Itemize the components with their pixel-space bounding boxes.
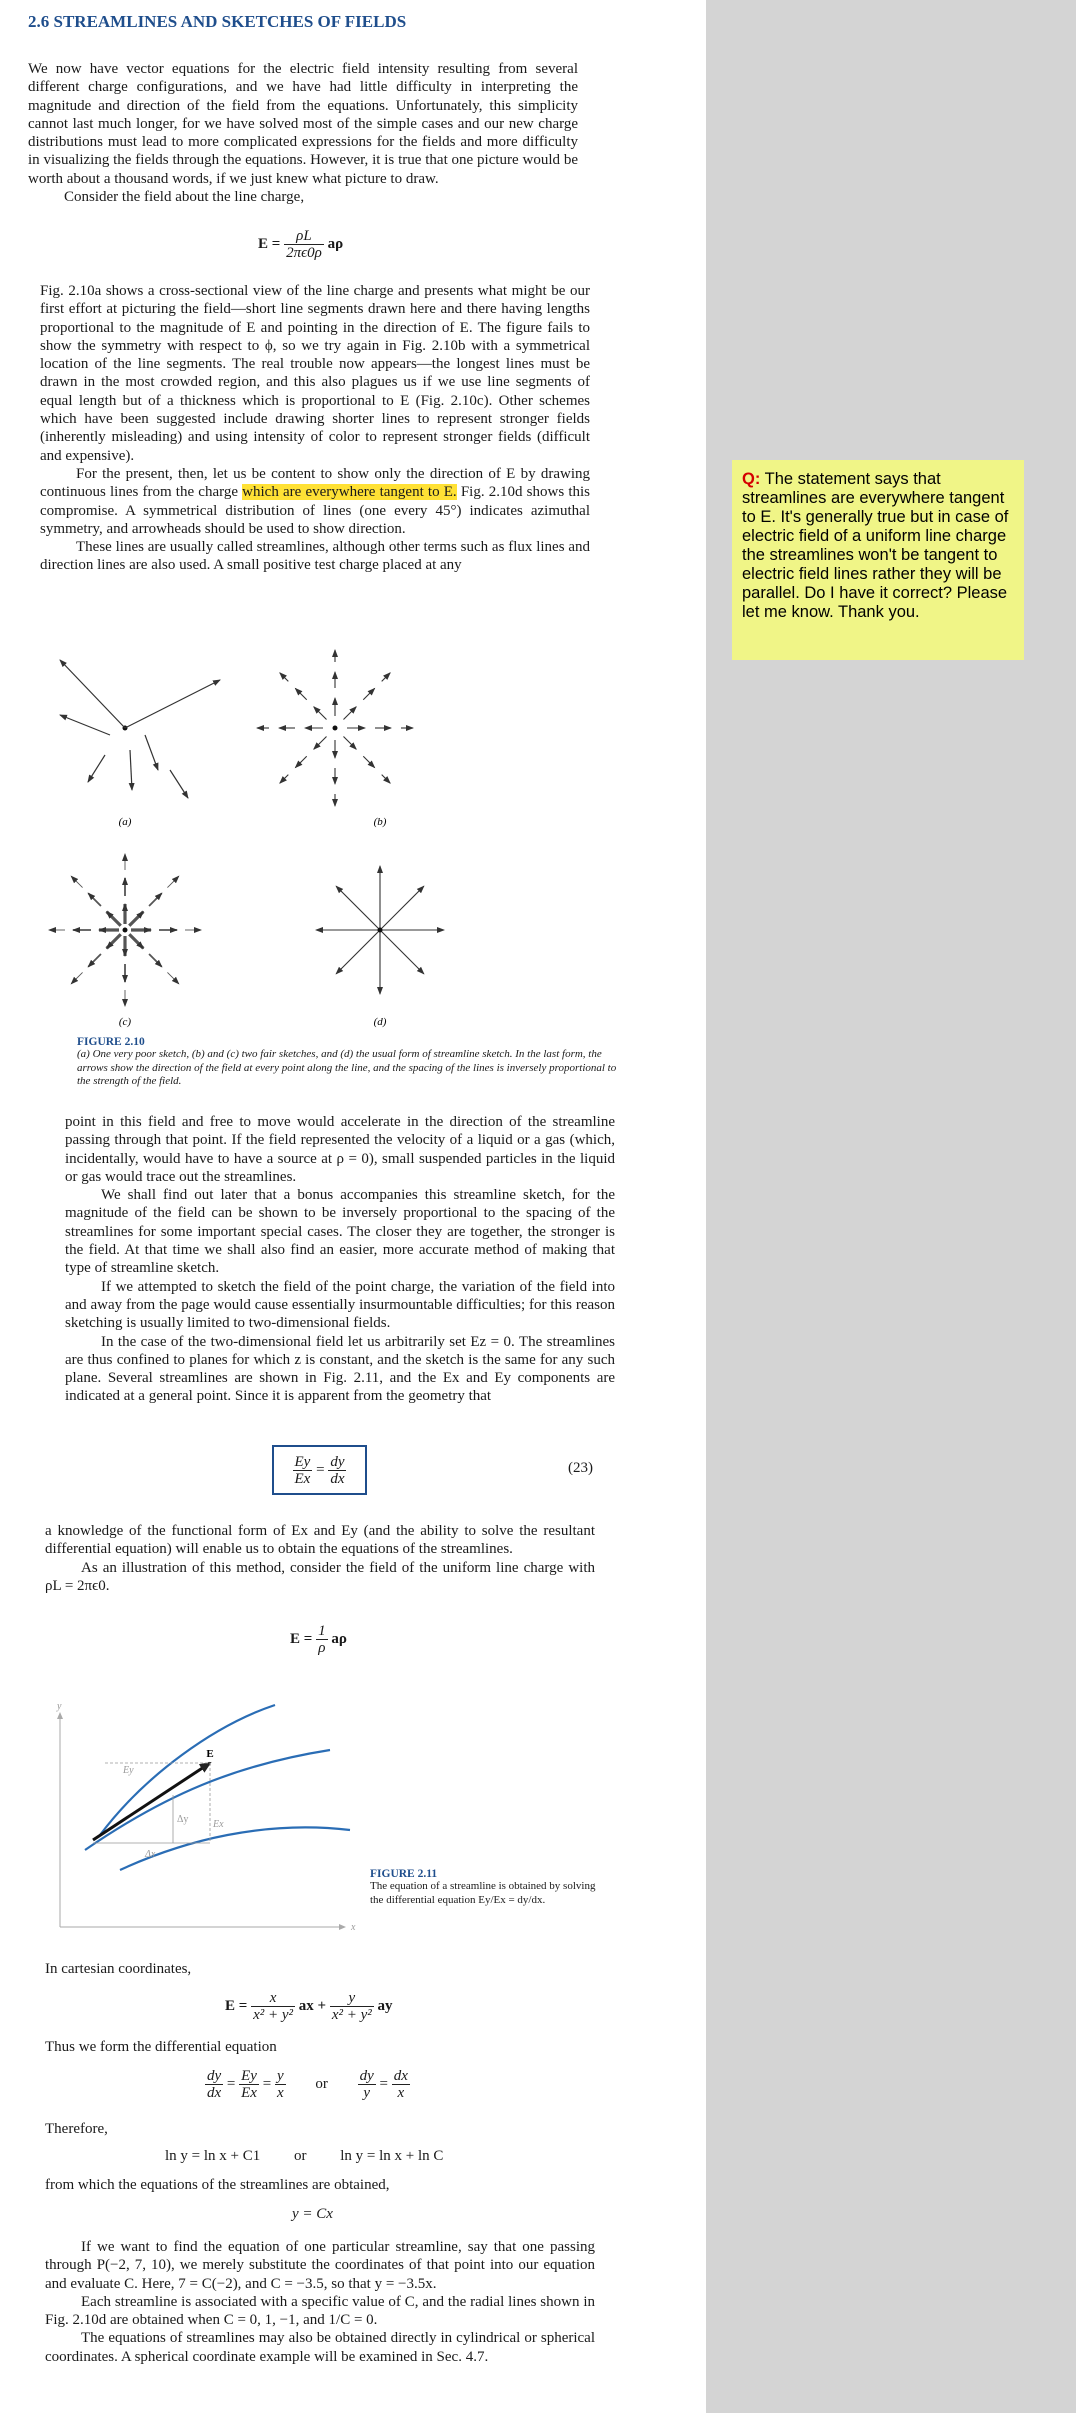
sketch-c <box>123 928 128 933</box>
equation-log <box>165 2148 443 2165</box>
sticky-note-comment[interactable] <box>732 460 1024 660</box>
eq3-d1: x² + y² <box>253 2007 293 2023</box>
paragraph-6: point in this field and free to move would accelerate in the direction of the streamline passing through that point. If the field represented the velocity of a liquid or a gas (which, incidentally, would have to have a source at ρ = 0), small suspended particles in the liquid or gas would trace out the streamlines. <box>65 1114 615 1185</box>
note-q-label: Q: <box>742 470 761 488</box>
label-e: E <box>206 1748 214 1760</box>
eq2-lhs: E = <box>290 1630 313 1647</box>
label-dx: Δx <box>145 1849 156 1860</box>
equation-23-box <box>272 1445 367 1495</box>
sketch-b-segment <box>382 775 390 783</box>
paragraph-4-part-b: Fig. 2.10d shows this compromise. A symmetrical distribution of lines (one every 45°) indicates azimuthal symmetry, and arrowheads should be used to show direction. <box>40 484 591 537</box>
sketch-c-segment <box>129 934 143 948</box>
equation-cartesian <box>225 1990 393 2023</box>
sketch-b-segment <box>280 775 288 783</box>
eq3-d2: x² + y² <box>331 2007 372 2023</box>
figure-2-11 <box>45 1695 375 1940</box>
paragraph-17: Each streamline is associated with a specific value of C, and the radial lines shown in Fig. 2.10d are obtained when C = 0, 1, −1, and 1/C = 0. <box>45 2293 595 2329</box>
eq2-num: 1 <box>318 1623 326 1639</box>
figure-2-10-caption-text: (a) One very poor sketch, (b) and (c) two fair sketches, and (d) the usual form of streamline sketch. In the last form, the arrows show the direction of the field at every point along the line, and the spacing of the lines is inversely proportional to the strength of the field. <box>77 1048 617 1087</box>
sketch-c-segment <box>88 954 101 967</box>
paragraph-10: a knowledge of the functional form of Ex and Ey (and the ability to solve the resultant differential equation) will enable us to obtain the equations of the streamlines. <box>45 1523 595 1558</box>
annotation-sidebar <box>706 0 1076 2413</box>
figure-2-10-title: FIGURE 2.10 <box>77 1036 145 1048</box>
eq4-n5: dx <box>393 2068 408 2084</box>
equation-streamline: y = Cx <box>292 2206 333 2222</box>
equation-number-23: (23) <box>568 1460 593 1476</box>
eq4-d4: y <box>363 2085 371 2101</box>
equation-differential: $\frac{dy}{dx}$ = $\frac{Ey}{Ex}$ = $\frac{y}{x}$ or $\frac{dy}{y}$ = $\frac{dx}{x}$ <box>207 2068 408 2101</box>
sketch-d-streamline <box>336 886 380 930</box>
sketch-b-segment <box>363 756 374 767</box>
eq3-lhs: E = <box>225 1997 248 2014</box>
sketch-b-segment <box>295 688 306 699</box>
label-c: (c) <box>118 1016 132 1028</box>
sketch-d-streamline <box>380 930 424 974</box>
label-a: (a) <box>118 816 132 828</box>
eq23-n1: Ey <box>294 1453 311 1470</box>
sketch-b-segment <box>382 673 390 681</box>
paragraph-1: We now have vector equations for the electric field intensity resulting from several different charge configurations, and we have had little difficulty in interpreting the magnitude and direction of the field from the equations. Unfortunately, this simplicity cannot last much longer, for we have solved most of the simple cases and our new charge distributions must lead to more complicated expressions for the fields and more difficulty in visualizing the fields through the equations. However, it is true that one picture would be worth about a thousand words, if we just knew what picture to draw. <box>28 61 578 187</box>
equation-uniform-line <box>290 1623 347 1656</box>
paragraph-12: In cartesian coordinates, <box>45 1961 192 1977</box>
paragraph-8: If we attempted to sketch the field of the point charge, the variation of the field into and away from the page would cause essentially insurmountable difficulties; for this reason sketching is usually limited to two-dimensional fields. <box>65 1278 615 1332</box>
figure-2-10 <box>30 640 610 1040</box>
paragraph-15: from which the equations of the streamlines are obtained, <box>45 2177 390 2193</box>
eq2-den: ρ <box>318 1640 326 1656</box>
paragraph-block-5 <box>45 2238 595 2366</box>
sketch-b-segment <box>343 736 356 749</box>
label-ey: Ey <box>123 1765 134 1776</box>
sketch-d-charge <box>378 928 383 933</box>
y-axis-label: y <box>57 1701 62 1712</box>
sketch-c-segment <box>149 893 162 906</box>
eq5-right: ln y = ln x + ln C <box>340 2148 444 2164</box>
paragraph-9: In the case of the two-dimensional field let us arbitrarily set Ez = 0. The streamlines are thus confined to planes for which z is constant, and the sketch is the same for any such plane. Several streamlines are shown in Fig. 2.11, and the Ex and Ey components are indicated at a general point. Since it is apparent from the geometry that <box>65 1333 615 1405</box>
eq1-lhs: E = <box>258 235 281 252</box>
equation-line-charge <box>258 228 343 261</box>
x-axis-label: x <box>351 1922 356 1933</box>
eq3-n1: x <box>251 1990 295 2007</box>
sketch-b-segment <box>314 736 327 749</box>
sketch-c-segment <box>167 972 178 983</box>
paragraph-11: As an illustration of this method, consider the field of the uniform line charge with ρL = 2πϵ0. <box>45 1559 595 1594</box>
sketch-b <box>333 726 338 731</box>
paragraph-intro <box>28 60 578 206</box>
paragraph-block-3 <box>65 1113 615 1406</box>
equation-23: $\frac{Ey}{Ex}$ = $\frac{dy}{dx}$ <box>294 1453 345 1487</box>
sketch-b-segment <box>343 707 356 720</box>
paragraph-14: Therefore, <box>45 2121 108 2137</box>
note-text: The statement says that streamlines are everywhere tangent to E. It's generally true but in case of electric field of a uniform line charge the streamlines won't be tangent to electric field lines rather they will be parallel. Do I have it correct? Please let me know. Thank you. <box>742 470 1009 621</box>
eq1-num: ρL <box>284 228 324 245</box>
sketch-c-segment <box>167 876 178 887</box>
paragraph-2: Consider the field about the line charge, <box>64 189 305 206</box>
figure-2-10-caption <box>77 1036 632 1089</box>
eq23-d2: dx <box>330 1470 345 1487</box>
eq5-or: or <box>294 2148 307 2164</box>
highlighted-text[interactable]: which are everywhere tangent to E. <box>242 484 457 501</box>
eq4-or: or <box>315 2075 328 2092</box>
sketch-a <box>60 660 220 798</box>
label-dy: Δy <box>177 1814 189 1825</box>
e-vector <box>93 1763 210 1840</box>
paragraph-16: If we want to find the equation of one particular streamline, say that one passing through P(−2, 7, 10), we merely substitute the coordinates of that point into our equation and evaluate C. Here, 7 = C(−2), and C = −3.5, so that y = −3.5x. <box>45 2239 595 2292</box>
eq3-u2: ay <box>377 1997 393 2014</box>
eq4-d3: x <box>276 2085 284 2101</box>
paragraph-13: Thus we form the differential equation <box>45 2039 277 2055</box>
sketch-c-segment <box>71 972 82 983</box>
eq3-n2: y <box>330 1990 374 2007</box>
eq4-n4: dy <box>359 2068 374 2084</box>
eq23-n2: dy <box>330 1453 345 1470</box>
label-ex: Ex <box>213 1819 224 1830</box>
figure-2-11-title: FIGURE 2.11 <box>370 1868 438 1880</box>
sketch-b-segment <box>295 756 306 767</box>
label-d: (d) <box>373 1016 387 1028</box>
eq1-rhs: aρ <box>327 235 344 252</box>
sketch-c-segment <box>149 954 162 967</box>
sketch-b-segment <box>363 688 374 699</box>
paragraph-5: These lines are usually called streamlines, although other terms such as flux lines and direction lines are also used. A small positive test charge placed at any <box>40 539 590 574</box>
sketch-c-segment <box>107 934 121 948</box>
eq4-d1: dx <box>207 2085 222 2101</box>
paragraph-block-4 <box>45 1522 595 1595</box>
eq3-u1: ax + <box>298 1997 327 2014</box>
sketch-c-segment <box>129 912 143 926</box>
eq4-d2: Ex <box>241 2085 257 2101</box>
eq23-d1: Ex <box>294 1470 311 1487</box>
sketch-d-streamline <box>336 930 380 974</box>
sketch-c-segment <box>88 893 101 906</box>
sketch-b-segment <box>280 673 288 681</box>
paragraph-4 <box>40 465 590 538</box>
paragraph-block-2 <box>40 282 590 575</box>
eq1-den: 2πϵ0ρ <box>286 245 322 261</box>
paragraph-18: The equations of streamlines may also be obtained directly in cylindrical or spherical coordinates. A spherical coordinate example will be examined in Sec. 4.7. <box>45 2330 595 2365</box>
sketch-d-streamline <box>380 886 424 930</box>
figure-2-11-caption-text: The equation of a streamline is obtained by solving the differential equation Ey/Ex = dy/dx. <box>370 1880 596 1906</box>
paragraph-4-part-a: For the present, then, let us be content to show only the direction of E by drawing continuous lines from the charge <box>40 465 590 501</box>
label-b: (b) <box>373 816 387 828</box>
paragraph-7: We shall find out later that a bonus accompanies this streamline sketch, for the magnitude of the field can be shown to be inversely proportional to the spacing of the streamlines for some important special cases. The closer they are together, the stronger is the field. At that time we shall also find an easier, more accurate method of making that type of streamline sketch. <box>65 1187 615 1277</box>
sketch-c-segment <box>107 912 121 926</box>
eq5-left: ln y = ln x + C1 <box>165 2148 261 2164</box>
sketch-d-lines <box>316 866 444 994</box>
eq4-n3: y <box>276 2068 284 2084</box>
eq2-rhs: aρ <box>331 1630 347 1647</box>
paragraph-3: Fig. 2.10a shows a cross-sectional view of the line charge and presents what might be our first effort at picturing the field—short line segments drawn here and there having lengths proportional to the magnitude of E and pointing in the direction of E. The figure fails to show the symmetry with respect to ϕ, so we try again in Fig. 2.10b with a symmetrical location of the line segments. The real trouble now appears—the longest lines must be drawn in the most crowded region, and this also plagues us if we use line segments of equal length but of a thickness which is proportional to E (Fig. 2.10c). Other schemes which have been suggested include drawing shorter lines to represent stronger fields (inherently misleading) and using intensity of color to represent stronger fields (difficult and expensive). <box>40 283 590 464</box>
eq4-n2: Ey <box>241 2068 257 2084</box>
sketch-c-segment <box>71 876 82 887</box>
section-heading: 2.6 STREAMLINES AND SKETCHES OF FIELDS <box>28 12 407 31</box>
eq4-n1: dy <box>207 2068 222 2084</box>
eq4-d5: x <box>397 2085 405 2101</box>
figure-2-11-caption <box>370 1868 600 1907</box>
sketch-b-segment <box>314 707 327 720</box>
